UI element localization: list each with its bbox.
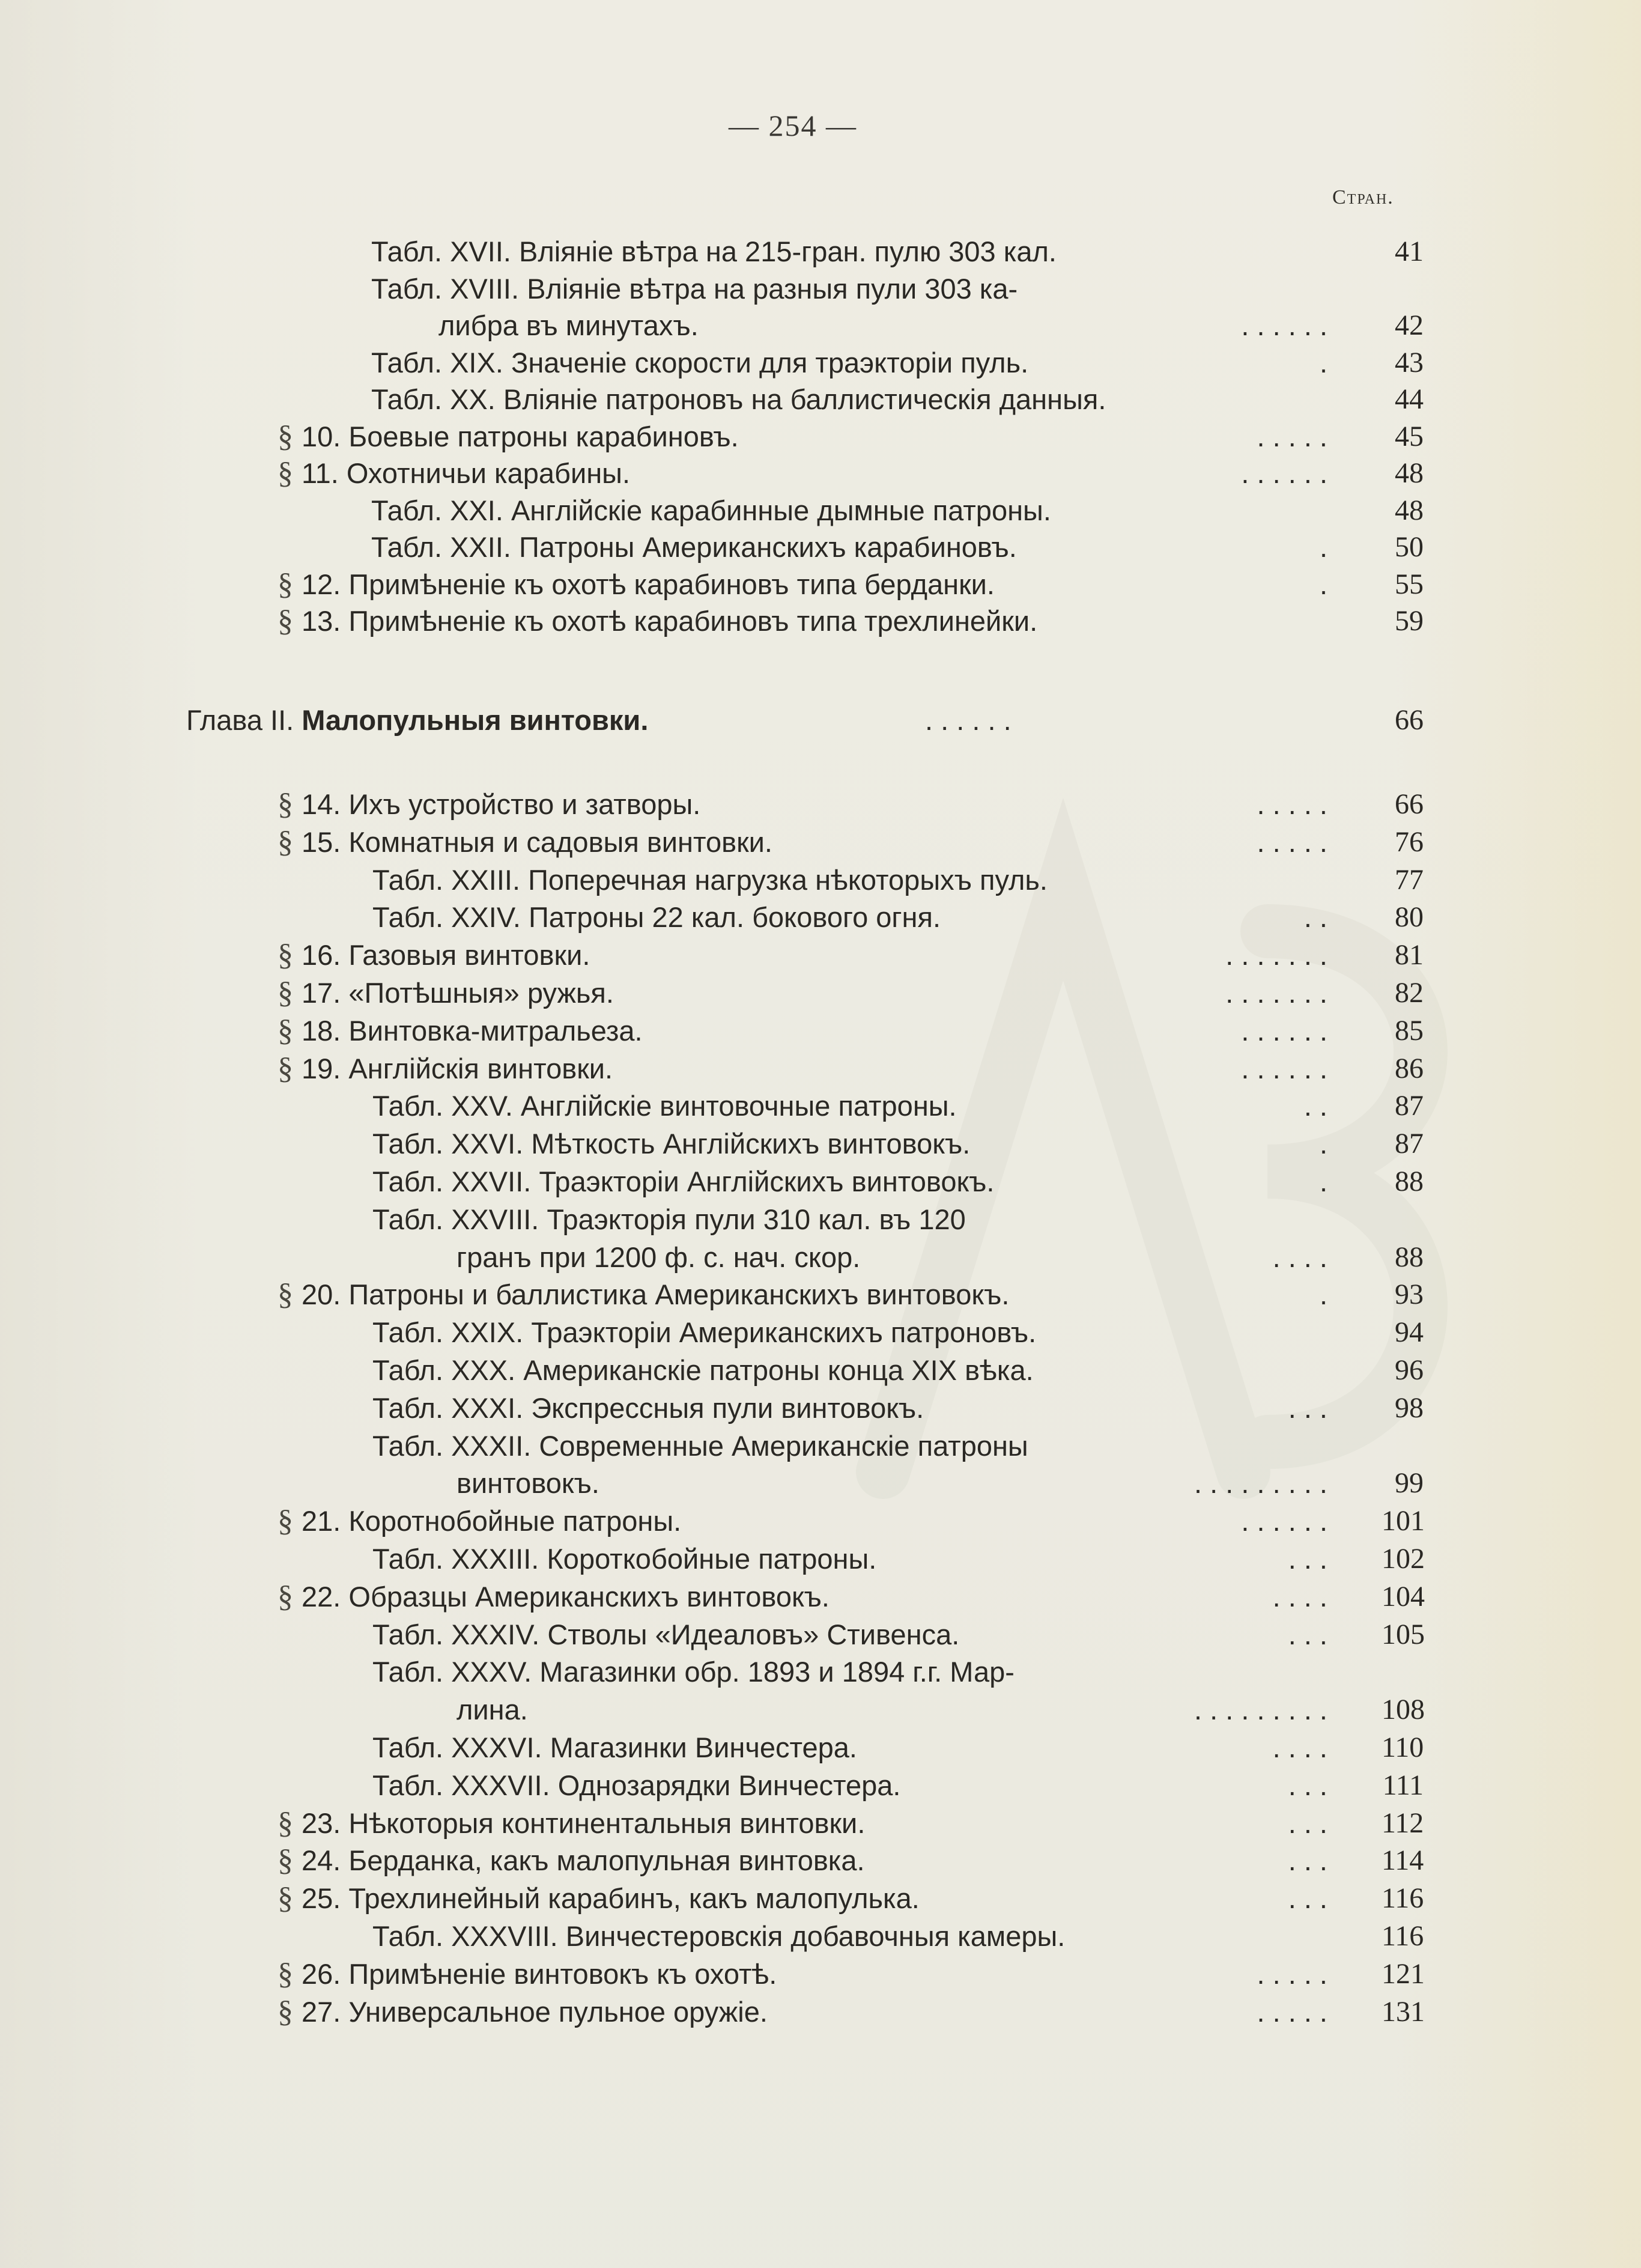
toc-section-entry[interactable] xyxy=(0,1578,1442,1616)
section-sign-icon: § xyxy=(278,456,293,490)
dot-leader: . . . . . . xyxy=(1241,1052,1327,1084)
section-sign-icon: § xyxy=(278,1504,293,1539)
toc-section-entry[interactable] xyxy=(0,1050,1442,1087)
entry-title xyxy=(372,862,1048,899)
dot-leader: . . . xyxy=(1288,1391,1327,1424)
toc-section-entry[interactable] xyxy=(0,974,1442,1012)
entry-title xyxy=(372,1616,959,1653)
toc-table-entry[interactable] xyxy=(0,1540,1442,1578)
entry-text: Табл. XXXIII. Короткобойные патроны. xyxy=(372,1543,877,1575)
dot-leader: . . . . . . . xyxy=(1225,977,1327,1009)
toc-section-entry[interactable] xyxy=(0,455,1442,492)
entry-text: Табл. XXIX. Траэкторіи Американскихъ патроновъ. xyxy=(372,1316,1037,1349)
toc-section-entry[interactable] xyxy=(0,937,1442,974)
entry-page-number: 93 xyxy=(1395,1278,1424,1311)
entry-text: Табл. XXX. Американскіе патроны конца XIX вѣка. xyxy=(372,1354,1034,1386)
section-sign-icon: § xyxy=(278,419,293,454)
entry-page-number: 77 xyxy=(1395,863,1424,896)
entry-text: Табл. XXI. Англійскіе карабинные дымные патроны. xyxy=(371,494,1051,526)
section-sign-icon: § xyxy=(278,787,293,821)
section-sign-icon: § xyxy=(278,1994,293,2029)
entry-text: 17. «Потѣшныя» ружья. xyxy=(302,977,614,1009)
dot-leader: . . . . . . xyxy=(1241,1014,1327,1047)
dot-leader: . xyxy=(1319,1278,1327,1311)
section-sign-icon: § xyxy=(278,1881,293,1916)
toc-table-entry[interactable] xyxy=(0,1390,1442,1427)
toc-section-entry[interactable] xyxy=(0,824,1442,861)
entry-page-number: 87 xyxy=(1395,1128,1424,1160)
entry-text: Табл. XXVII. Траэкторіи Англійскихъ винтовокъ. xyxy=(372,1166,995,1197)
entry-title xyxy=(372,1125,970,1163)
toc-section-entry[interactable] xyxy=(0,1012,1442,1050)
entry-title xyxy=(457,1465,599,1502)
entry-title xyxy=(278,455,630,492)
entry-title xyxy=(372,1201,966,1238)
entry-page-number: 85 xyxy=(1395,1014,1424,1047)
entry-page-number: 44 xyxy=(1395,383,1424,415)
entry-title xyxy=(371,529,1017,566)
toc-table-entry[interactable] xyxy=(0,233,1442,270)
dot-leader: . . . . . . xyxy=(1241,1505,1327,1537)
entry-text: 13. Примѣненіе къ охотѣ карабиновъ типа трехлинейки. xyxy=(302,605,1038,637)
toc-section-entry[interactable] xyxy=(0,1956,1442,1993)
toc-section-entry[interactable] xyxy=(0,1276,1442,1313)
entry-page-number: 121 xyxy=(1382,1957,1425,1990)
entry-title xyxy=(372,1729,857,1766)
entry-text: Табл. XXV. Англійскіе винтовочные патроны. xyxy=(372,1090,957,1122)
entry-title xyxy=(278,418,739,455)
entry-title xyxy=(372,1087,957,1125)
dot-leader: . . . . xyxy=(1272,1241,1327,1273)
entry-title xyxy=(372,1314,1036,1351)
entry-text: Табл. XVII. Вліяніе вѣтра на 215-гран. пулю 303 кал. xyxy=(371,236,1057,267)
entry-page-number: 110 xyxy=(1382,1731,1424,1763)
entry-title xyxy=(278,1578,830,1616)
toc-section-entry[interactable] xyxy=(0,1993,1442,2031)
entry-text: гранъ при 1200 ф. с. нач. скор. xyxy=(457,1241,861,1273)
entry-title xyxy=(372,1427,1028,1465)
entry-text: Табл. XXXI. Экспрессныя пули винтовокъ. xyxy=(372,1391,924,1424)
entry-page-number: 43 xyxy=(1395,346,1424,379)
entry-page-number: 80 xyxy=(1395,901,1424,934)
entry-title xyxy=(457,1239,860,1276)
entry-title xyxy=(278,1012,643,1050)
entry-text: 24. Берданка, какъ малопульная винтовка. xyxy=(302,1844,865,1877)
entry-text: Табл. XX. Вліяніе патроновъ на баллистическія данныя. xyxy=(371,383,1106,415)
dot-leader: . . . xyxy=(1288,1543,1327,1575)
entry-text: 10. Боевые патроны карабиновъ. xyxy=(302,420,739,452)
dot-leader: . . . . . xyxy=(1257,788,1327,820)
entry-title xyxy=(371,381,1106,418)
entry-text: Табл. XXVI. Мѣткость Англійскихъ винтовокъ. xyxy=(372,1128,971,1160)
entry-title xyxy=(278,1276,1009,1313)
section-sign-icon: § xyxy=(278,1013,293,1048)
toc-section-entry[interactable] xyxy=(0,1805,1442,1842)
entry-page-number: 50 xyxy=(1395,531,1424,563)
entry-title xyxy=(278,1993,768,2031)
dot-leader: . . . xyxy=(1288,1882,1327,1915)
entry-page-number: 104 xyxy=(1382,1580,1425,1613)
entry-title xyxy=(438,307,699,344)
entry-text: 21. Коротнобойные патроны. xyxy=(302,1505,682,1537)
entry-title xyxy=(372,1918,1065,1955)
dot-leader: . . . . . . . . . xyxy=(1194,1467,1327,1500)
toc-chapter-row[interactable] xyxy=(0,702,1442,739)
entry-title xyxy=(278,974,614,1012)
entry-text: 16. Газовыя винтовки. xyxy=(302,939,590,971)
dot-leader: . xyxy=(1319,1166,1327,1197)
dot-leader: . . . . . xyxy=(1257,825,1327,858)
toc-table-entry[interactable] xyxy=(0,1616,1442,1653)
toc-table-entry[interactable] xyxy=(0,1729,1442,1766)
entry-title xyxy=(371,344,1028,382)
dot-leader: . . . . . xyxy=(1257,1957,1327,1990)
dot-leader: . . . xyxy=(1288,1807,1327,1839)
toc-table-entry[interactable] xyxy=(0,270,1442,308)
entry-text: 12. Примѣненіе къ охотѣ карабиновъ типа берданки. xyxy=(302,568,995,600)
entry-page-number: 86 xyxy=(1395,1052,1424,1084)
entry-title xyxy=(372,899,941,936)
entry-page-number: 96 xyxy=(1395,1354,1424,1386)
section-sign-icon: § xyxy=(278,1277,293,1312)
entry-page-number: 42 xyxy=(1395,309,1424,341)
toc-section-entry[interactable] xyxy=(0,1503,1442,1540)
section-sign-icon: § xyxy=(278,1805,293,1840)
chapter-title: Малопульныя винтовки. xyxy=(302,704,649,736)
entry-page-number: 101 xyxy=(1382,1505,1425,1537)
entry-text: Табл. XXIV. Патроны 22 кал. бокового огня. xyxy=(372,901,941,934)
toc-table-entry[interactable] xyxy=(0,381,1442,418)
toc-table-entry[interactable] xyxy=(0,1314,1442,1351)
entry-text: 14. Ихъ устройство и затворы. xyxy=(302,788,701,820)
section-sign-icon: § xyxy=(278,976,293,1010)
entry-text: 20. Патроны и баллистика Американскихъ винтовокъ. xyxy=(302,1278,1010,1311)
toc-table-entry[interactable] xyxy=(0,1918,1442,1955)
section-sign-icon: § xyxy=(278,1579,293,1614)
entry-page-number: 131 xyxy=(1382,1995,1425,2028)
dot-leader: . xyxy=(1319,568,1327,600)
toc-section-entry[interactable] xyxy=(0,786,1442,823)
entry-text: Табл. XIX. Значеніе скорости для траэкторіи пуль. xyxy=(371,346,1029,379)
toc-entry-continuation[interactable] xyxy=(0,1691,1442,1728)
entry-page-number: 66 xyxy=(1395,788,1424,820)
entry-page-number: 98 xyxy=(1395,1391,1424,1424)
entry-text: Табл. XXVIII. Траэкторія пули 310 кал. въ 120 xyxy=(372,1203,966,1235)
entry-title xyxy=(372,1767,900,1804)
entry-text: Табл. XXII. Патроны Американскихъ карабиновъ. xyxy=(371,531,1017,563)
toc-section-entry[interactable] xyxy=(0,418,1442,455)
entry-page-number: 82 xyxy=(1395,977,1424,1009)
dot-leader: . . xyxy=(1303,901,1327,934)
toc-table-entry[interactable] xyxy=(0,1087,1442,1125)
entry-page-number: 48 xyxy=(1395,457,1424,489)
dot-leader: . . . . . . xyxy=(1241,309,1327,341)
entry-text: Табл. XXIII. Поперечная нагрузка нѣкоторыхъ пуль. xyxy=(372,863,1048,896)
entry-page-number: 48 xyxy=(1395,494,1424,526)
page-number: — 254 — xyxy=(729,109,857,142)
entry-title xyxy=(278,603,1037,640)
entry-text: 18. Винтовка-митральеза. xyxy=(302,1014,643,1047)
entry-title xyxy=(278,1805,865,1842)
dot-leader: . . . xyxy=(1288,1844,1327,1877)
entry-title xyxy=(278,1880,920,1917)
entry-title xyxy=(372,1540,876,1578)
section-sign-icon: § xyxy=(278,824,293,859)
entry-page-number: 116 xyxy=(1382,1920,1424,1952)
entry-title xyxy=(278,786,700,823)
toc-table-entry[interactable] xyxy=(0,1201,1442,1238)
dot-leader: . . . . . . . xyxy=(1225,939,1327,971)
entry-title xyxy=(371,492,1051,529)
toc-table-entry[interactable] xyxy=(0,899,1442,936)
toc-section-entry[interactable] xyxy=(0,1842,1442,1879)
entry-text: 26. Примѣненіе винтовокъ къ охотѣ. xyxy=(302,1957,777,1990)
entry-text: 19. Англійскія винтовки. xyxy=(302,1052,613,1084)
chapter-label: Глава II. xyxy=(186,704,294,736)
toc-table-entry[interactable] xyxy=(0,1163,1442,1200)
entry-title xyxy=(278,824,772,861)
entry-text: 22. Образцы Американскихъ винтовокъ. xyxy=(302,1580,830,1613)
toc-table-entry[interactable] xyxy=(0,1352,1442,1389)
entry-title xyxy=(372,1163,995,1200)
toc-table-entry[interactable] xyxy=(0,1653,1442,1691)
entry-page-number: 108 xyxy=(1382,1694,1425,1726)
entry-page-number: 41 xyxy=(1395,236,1424,267)
entry-page-number: 87 xyxy=(1395,1090,1424,1122)
dot-leader: . . . xyxy=(1288,1769,1327,1801)
entry-title xyxy=(372,1390,924,1427)
entry-page-number: 112 xyxy=(1382,1807,1424,1839)
entry-page-number: 116 xyxy=(1382,1882,1424,1915)
entry-title xyxy=(372,1352,1034,1389)
toc-section-entry[interactable] xyxy=(0,1880,1442,1917)
dot-leader: . . . xyxy=(1288,1618,1327,1650)
entry-title xyxy=(278,1503,681,1540)
section-sign-icon: § xyxy=(278,1956,293,1991)
entry-text: Табл. XXXIV. Стволы «Идеаловъ» Стивенса. xyxy=(372,1618,960,1650)
section-sign-icon: § xyxy=(278,604,293,638)
entry-page-number: 105 xyxy=(1382,1618,1425,1650)
entry-text: 11. Охотничьи карабины. xyxy=(302,457,631,489)
entry-title xyxy=(278,937,590,974)
entry-page-number: 59 xyxy=(1395,605,1424,637)
entry-title xyxy=(278,1842,865,1879)
page-column-header: Стран. xyxy=(1332,186,1394,208)
entry-page-number: 88 xyxy=(1395,1166,1424,1197)
entry-page-number: 55 xyxy=(1395,568,1424,600)
entry-title xyxy=(278,566,995,603)
entry-page-number: 94 xyxy=(1395,1316,1424,1349)
entry-title xyxy=(278,1956,777,1993)
toc-entry-continuation[interactable] xyxy=(0,1465,1442,1502)
entry-text: лина. xyxy=(457,1694,528,1726)
entry-page-number: 99 xyxy=(1395,1467,1424,1500)
entry-page-number: 76 xyxy=(1395,825,1424,858)
toc-table-entry[interactable] xyxy=(0,492,1442,529)
section-sign-icon: § xyxy=(278,938,293,973)
entry-text: Табл. XXXII. Современные Американскіе патроны xyxy=(372,1429,1028,1462)
dot-leader: . . . . xyxy=(1272,1731,1327,1763)
section-sign-icon: § xyxy=(278,567,293,601)
dot-leader: . . . . . . xyxy=(1241,457,1327,489)
entry-text: Табл. XXXV. Магазинки обр. 1893 и 1894 г.г. Мар- xyxy=(372,1656,1015,1688)
entry-page-number: 114 xyxy=(1382,1844,1424,1877)
dot-leader: . xyxy=(1319,531,1327,563)
entry-page-number: 81 xyxy=(1395,939,1424,971)
toc-table-entry[interactable] xyxy=(0,862,1442,899)
entry-title xyxy=(457,1691,528,1728)
dot-leader: . xyxy=(1319,1128,1327,1160)
entry-text: винтовокъ. xyxy=(457,1467,599,1500)
section-sign-icon: § xyxy=(278,1051,293,1086)
dot-leader: . xyxy=(1319,346,1327,379)
entry-page-number: 88 xyxy=(1395,1241,1424,1273)
entry-page-number: 111 xyxy=(1382,1769,1424,1801)
toc-entry-continuation[interactable] xyxy=(0,307,1442,344)
entry-title xyxy=(278,1050,613,1087)
entry-text: Табл. XXXVIII. Винчестеровскія добавочныя камеры. xyxy=(372,1920,1066,1952)
entry-text: 15. Комнатныя и садовыя винтовки. xyxy=(302,825,772,858)
dot-leader: . . . . . . xyxy=(925,704,1012,736)
entry-text: 27. Универсальное пульное оружіе. xyxy=(302,1995,768,2028)
toc-section-entry[interactable] xyxy=(0,603,1442,640)
dot-leader: . . . . . xyxy=(1257,1995,1327,2028)
toc-section-entry[interactable] xyxy=(0,566,1442,603)
chapter-heading xyxy=(186,702,648,739)
entry-page-number: 45 xyxy=(1395,420,1424,452)
chapter-page-number: 66 xyxy=(1395,704,1424,736)
dot-leader: . . . . xyxy=(1272,1580,1327,1613)
toc-table-entry[interactable] xyxy=(0,344,1442,382)
entry-text: Табл. XXXVII. Однозарядки Винчестера. xyxy=(372,1769,901,1801)
entry-text: Табл. XVIII. Вліяніе вѣтра на разныя пули 303 ка- xyxy=(371,272,1018,305)
dot-leader: . . xyxy=(1303,1090,1327,1122)
toc-entry-continuation[interactable] xyxy=(0,1239,1442,1276)
entry-text: либра въ минутахъ. xyxy=(438,309,699,341)
dot-leader: . . . . . xyxy=(1257,420,1327,452)
entry-text: 23. Нѣкоторыя континентальныя винтовки. xyxy=(302,1807,866,1839)
entry-title xyxy=(372,1653,1015,1691)
entry-title xyxy=(371,270,1018,308)
entry-page-number: 102 xyxy=(1382,1543,1425,1575)
toc-table-entry[interactable] xyxy=(0,1767,1442,1804)
dot-leader: . . . . . . . . . xyxy=(1194,1694,1327,1726)
entry-text: 25. Трехлинейный карабинъ, какъ малопулька. xyxy=(302,1882,920,1915)
toc-table-entry[interactable] xyxy=(0,529,1442,566)
toc-table-entry[interactable] xyxy=(0,1125,1442,1163)
toc-table-entry[interactable] xyxy=(0,1427,1442,1465)
section-sign-icon: § xyxy=(278,1843,293,1878)
entry-text: Табл. XXXVI. Магазинки Винчестера. xyxy=(372,1731,857,1763)
entry-title xyxy=(371,233,1057,270)
